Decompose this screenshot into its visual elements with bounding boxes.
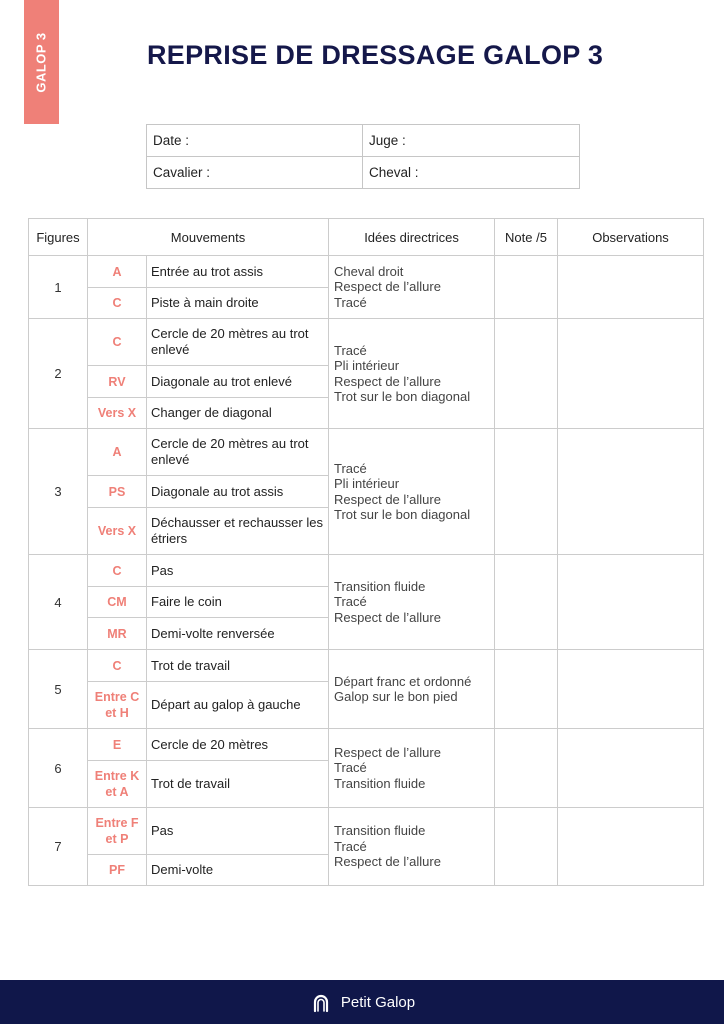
note-cell[interactable] bbox=[495, 429, 558, 555]
header-observations: Observations bbox=[558, 219, 704, 256]
note-cell[interactable] bbox=[495, 555, 558, 650]
note-cell[interactable] bbox=[495, 256, 558, 319]
table-row bbox=[29, 555, 704, 587]
movement-text: Déchausser et rechausser les étriers bbox=[147, 508, 329, 555]
date-field: Date : bbox=[147, 125, 363, 157]
movement-letter: E bbox=[88, 729, 147, 761]
idee-line: Trot sur le bon diagonal bbox=[334, 507, 471, 522]
note-cell[interactable] bbox=[495, 650, 558, 729]
info-table bbox=[146, 124, 580, 189]
table-row bbox=[29, 319, 704, 366]
table-row bbox=[29, 729, 704, 761]
idee-line: Transition fluide bbox=[334, 578, 426, 594]
movement-letter: C bbox=[88, 288, 147, 319]
movement-letter: PS bbox=[88, 476, 147, 508]
horseshoe-icon bbox=[309, 990, 333, 1014]
movement-letter: Entre C et H bbox=[88, 682, 147, 729]
idees-cell bbox=[329, 555, 495, 650]
movement-letter: Vers X bbox=[88, 508, 147, 555]
side-tab-label: GALOP 3 bbox=[34, 31, 49, 93]
observations-cell[interactable] bbox=[558, 650, 704, 729]
idee-line: Respect de l’allure bbox=[334, 373, 441, 389]
cavalier-field: Cavalier : bbox=[147, 157, 363, 189]
idee-line: Respect de l’allure bbox=[334, 744, 441, 760]
movement-text: Diagonale au trot enlevé bbox=[147, 366, 329, 398]
movement-text: Pas bbox=[147, 555, 329, 587]
idee-line: Tracé bbox=[334, 760, 367, 776]
idees-cell bbox=[329, 319, 495, 429]
idees-cell bbox=[329, 650, 495, 729]
footer bbox=[0, 980, 724, 1024]
movement-letter: MR bbox=[88, 618, 147, 650]
movement-letter: Entre K et A bbox=[88, 761, 147, 808]
movement-text: Diagonale au trot assis bbox=[147, 476, 329, 508]
side-tab bbox=[24, 0, 59, 124]
observations-cell[interactable] bbox=[558, 256, 704, 319]
cheval-field: Cheval : bbox=[363, 157, 580, 189]
idee-line: Tracé bbox=[334, 294, 367, 310]
movement-letter: C bbox=[88, 650, 147, 682]
idee-line: Respect de l’allure bbox=[334, 279, 441, 295]
idee-line: Pli intérieur bbox=[334, 476, 400, 491]
observations-cell[interactable] bbox=[558, 808, 704, 886]
reprise-table bbox=[28, 218, 704, 886]
header-note: Note /5 bbox=[495, 219, 558, 256]
idees-cell bbox=[329, 256, 495, 319]
figure-number: 6 bbox=[29, 729, 88, 808]
idee-line: Pli intérieur bbox=[334, 358, 400, 373]
idee-line: Tracé bbox=[334, 838, 367, 854]
figure-number: 4 bbox=[29, 555, 88, 650]
movement-text: Trot de travail bbox=[147, 650, 329, 682]
movement-letter: C bbox=[88, 555, 147, 587]
movement-letter: C bbox=[88, 319, 147, 366]
movement-text: Pas bbox=[147, 808, 329, 855]
idee-line: Cheval droit bbox=[334, 263, 404, 279]
header-mouvements: Mouvements bbox=[88, 219, 329, 256]
observations-cell[interactable] bbox=[558, 729, 704, 808]
idee-line: Galop sur le bon pied bbox=[334, 689, 458, 704]
movement-letter: PF bbox=[88, 855, 147, 886]
movement-text: Demi-volte renversée bbox=[147, 618, 329, 650]
movement-text: Cercle de 20 mètres au trot enlevé bbox=[147, 429, 329, 476]
observations-cell[interactable] bbox=[558, 555, 704, 650]
movement-text: Cercle de 20 mètres bbox=[147, 729, 329, 761]
idee-line: Départ franc et ordonné bbox=[334, 673, 472, 689]
movement-letter: A bbox=[88, 429, 147, 476]
table-row bbox=[29, 429, 704, 476]
movement-text: Demi-volte bbox=[147, 855, 329, 886]
table-row bbox=[29, 808, 704, 855]
page-title: REPRISE DE DRESSAGE GALOP 3 bbox=[147, 40, 604, 70]
idee-line: Transition fluide bbox=[334, 775, 426, 791]
table-header-row bbox=[29, 219, 704, 256]
movement-text: Faire le coin bbox=[147, 587, 329, 618]
figure-number: 7 bbox=[29, 808, 88, 886]
note-cell[interactable] bbox=[495, 808, 558, 886]
idees-cell bbox=[329, 808, 495, 886]
observations-cell[interactable] bbox=[558, 319, 704, 429]
figure-number: 3 bbox=[29, 429, 88, 555]
movement-text: Piste à main droite bbox=[147, 288, 329, 319]
idee-line: Tracé bbox=[334, 460, 367, 476]
movement-letter: Vers X bbox=[88, 398, 147, 429]
movement-text: Changer de diagonal bbox=[147, 398, 329, 429]
idees-cell bbox=[329, 429, 495, 555]
header-idees: Idées directrices bbox=[329, 219, 495, 256]
idee-line: Trot sur le bon diagonal bbox=[334, 389, 471, 404]
idee-line: Transition fluide bbox=[334, 823, 426, 839]
juge-field: Juge : bbox=[363, 125, 580, 157]
movement-text: Trot de travail bbox=[147, 761, 329, 808]
idee-line: Tracé bbox=[334, 594, 367, 610]
figure-number: 1 bbox=[29, 256, 88, 319]
table-row bbox=[29, 650, 704, 682]
idees-cell bbox=[329, 729, 495, 808]
idee-line: Respect de l’allure bbox=[334, 491, 441, 507]
observations-cell[interactable] bbox=[558, 429, 704, 555]
note-cell[interactable] bbox=[495, 319, 558, 429]
note-cell[interactable] bbox=[495, 729, 558, 808]
movement-text: Entrée au trot assis bbox=[147, 256, 329, 288]
movement-letter: CM bbox=[88, 587, 147, 618]
header-figures: Figures bbox=[29, 219, 88, 256]
idee-line: Tracé bbox=[334, 342, 367, 358]
movement-letter: RV bbox=[88, 366, 147, 398]
movement-letter: A bbox=[88, 256, 147, 288]
table-row bbox=[29, 256, 704, 288]
idee-line: Respect de l’allure bbox=[334, 609, 441, 625]
brand-logo bbox=[309, 990, 415, 1014]
figure-number: 2 bbox=[29, 319, 88, 429]
movement-text: Cercle de 20 mètres au trot enlevé bbox=[147, 319, 329, 366]
figure-number: 5 bbox=[29, 650, 88, 729]
table-body bbox=[29, 256, 704, 886]
brand-name: Petit Galop bbox=[340, 993, 416, 1011]
movement-text: Départ au galop à gauche bbox=[147, 682, 329, 729]
idee-line: Respect de l’allure bbox=[334, 854, 441, 870]
movement-letter: Entre F et P bbox=[88, 808, 147, 855]
